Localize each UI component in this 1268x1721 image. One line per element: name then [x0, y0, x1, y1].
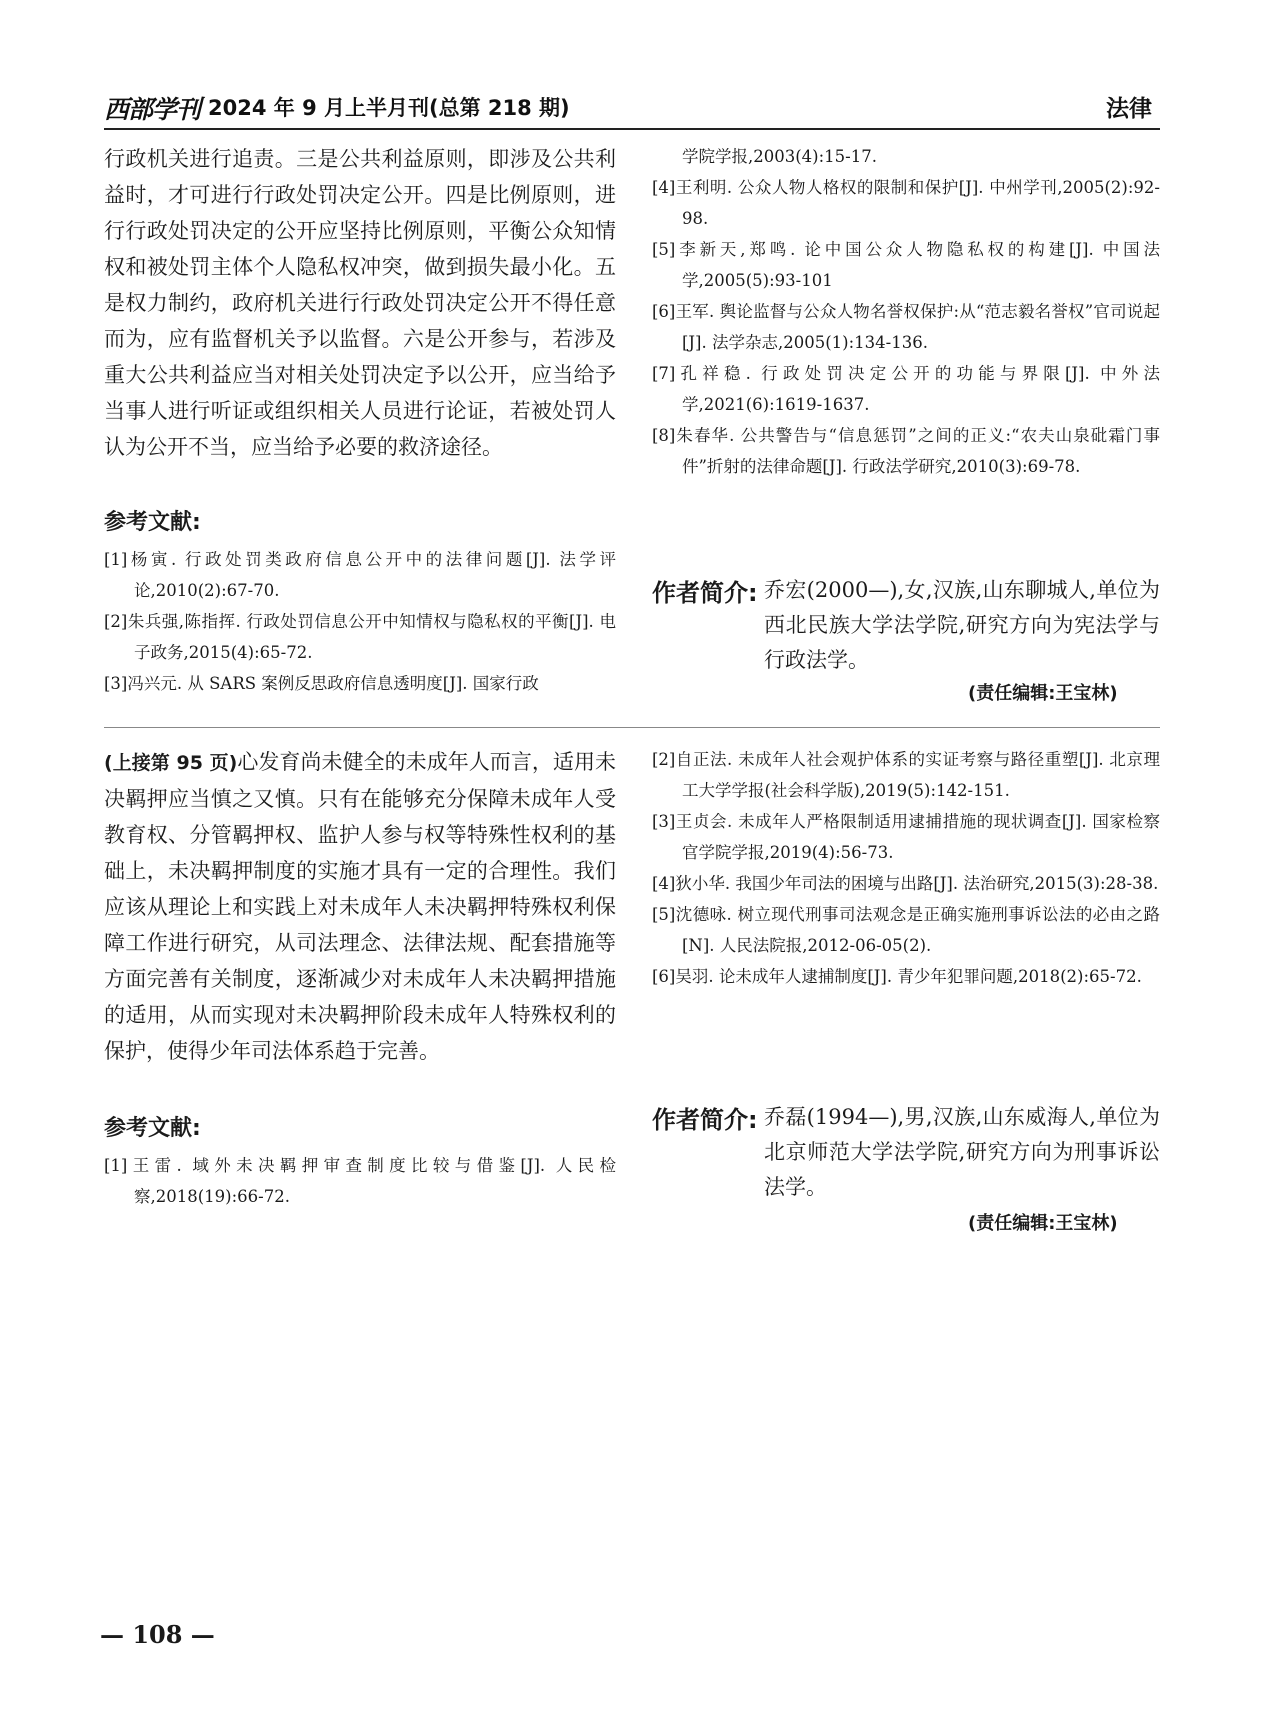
reference-item: [1]杨寅. 行政处罚类政府信息公开中的法律问题[J]. 法学评论,2010(2):67-70.: [104, 550, 616, 600]
references-heading: 参考文献:: [104, 1116, 201, 1141]
reference-item: [4]王利明. 公众人物人格权的限制和保护[J]. 中州学刊,2005(2):92-98.: [652, 178, 1160, 228]
author-bio-text: 乔宏(2000—),女,汉族,山东聊城人,单位为西北民族大学法学院,研究方向为宪法学与行政法学。: [764, 578, 1160, 672]
reference-list: [104, 544, 616, 699]
author-bio-label: 作者简介:: [652, 579, 758, 607]
reference-item: [4]狄小华. 我国少年司法的困境与出路[J]. 法治研究,2015(3):28-38.: [652, 874, 1159, 893]
reference-item: [3]冯兴元. 从 SARS 案例反思政府信息透明度[J]. 国家行政: [104, 674, 539, 693]
bottom-right-column: [652, 744, 1160, 1074]
editor-note: (责任编辑:王宝林): [968, 1213, 1118, 1234]
journal-logo: 西部学刊: [104, 95, 201, 124]
reference-list: [652, 744, 1160, 992]
body-paragraph-text: 心发育尚未健全的未成年人而言，适用未决羁押应当慎之又慎。只有在能够充分保障未成年人受教育权、分管羁押权、监护人参与权等特殊性权利的基础上，未决羁押制度的实施才具有一定的合理性。我们应该从理论上和实践上对未成年人未决羁押特殊权利保障工作进行研究，从司法理念、法律法规、配套措施等方面完善有关制度，逐渐减少对未成年人未决羁押措施的适用，从而实现对未决羁押阶段未成年人特殊权利的保护，使得少年司法体系趋于完善。: [104, 750, 616, 1063]
top-right-column: [652, 141, 1160, 541]
editor-note: (责任编辑:王宝林): [968, 683, 1118, 704]
bottom-left-column: [104, 744, 616, 1244]
author-bio-text: 乔磊(1994—),男,汉族,山东威海人,单位为北京师范大学法学院,研究方向为刑事诉讼法学。: [764, 1105, 1160, 1199]
reference-list: [652, 141, 1160, 482]
body-paragraph: 行政机关进行追责。三是公共利益原则，即涉及公共利益时，才可进行行政处罚决定公开。四是比例原则，进行行政处罚决定的公开应坚持比例原则，平衡公众知情权和被处罚主体个人隐私权冲突，做到损失最小化。五是权力制约，政府机关进行行政处罚决定公开不得任意而为，应有监督机关予以监督。六是公开参与，若涉及重大公共利益应当对相关处罚决定予以公开，应当给予当事人进行听证或组织相关人员进行论证，若被处罚人认为公开不当，应当给予必要的救济途径。: [104, 147, 616, 459]
body-paragraph: [104, 744, 616, 1069]
reference-list: [104, 1150, 616, 1212]
page-header: [104, 90, 1160, 124]
reference-item: [2]自正法. 未成年人社会观护体系的实证考察与路径重塑[J]. 北京理工大学学报(社会科学版),2019(5):142-151.: [652, 750, 1160, 800]
issue-info: 2024 年 9 月上半月刊(总第 218 期): [208, 96, 570, 120]
page-number: — 108 —: [100, 1620, 215, 1649]
reference-item: [6]王军. 舆论监督与公众人物名誉权保护:从“范志毅名誉权”官司说起[J]. 法学杂志,2005(1):134-136.: [652, 302, 1160, 352]
reference-item: [5]沈德咏. 树立现代刑事司法观念是正确实施刑事诉讼法的必由之路[N]. 人民法院报,2012-06-05(2).: [652, 905, 1160, 955]
author-bio-label: 作者简介:: [652, 1106, 758, 1134]
header-divider: [104, 128, 1160, 130]
author-bio: [652, 1100, 1160, 1210]
reference-item: [8]朱春华. 公共警告与“信息惩罚”之间的正义:“农夫山泉砒霜门事件”折射的法律命题[J]. 行政法学研究,2010(3):69-78.: [652, 426, 1160, 476]
continued-from-label: (上接第 95 页): [104, 752, 238, 774]
reference-item: [7]孔祥稳. 行政处罚决定公开的功能与界限[J]. 中外法学,2021(6):1619-1637.: [652, 364, 1160, 414]
author-bio: [652, 573, 1160, 673]
article-divider: [104, 727, 1160, 728]
top-left-column: [104, 141, 616, 726]
reference-item: [5]李新天,郑鸣. 论中国公众人物隐私权的构建[J]. 中国法学,2005(5):93-101: [652, 240, 1160, 290]
reference-item: [2]朱兵强,陈指挥. 行政处罚信息公开中知情权与隐私权的平衡[J]. 电子政务,2015(4):65-72.: [104, 612, 616, 662]
references-heading: 参考文献:: [104, 510, 201, 535]
reference-item: [6]吴羽. 论未成年人逮捕制度[J]. 青少年犯罪问题,2018(2):65-72.: [652, 967, 1142, 986]
reference-item: [1]王雷. 域外未决羁押审查制度比较与借鉴[J]. 人民检察,2018(19):66-72.: [104, 1156, 616, 1206]
reference-item: 学院学报,2003(4):15-17.: [682, 147, 877, 166]
reference-item: [3]王贞会. 未成年人严格限制适用逮捕措施的现状调查[J]. 国家检察官学院学报,2019(4):56-73.: [652, 812, 1160, 862]
section-label: 法律: [1106, 96, 1152, 122]
